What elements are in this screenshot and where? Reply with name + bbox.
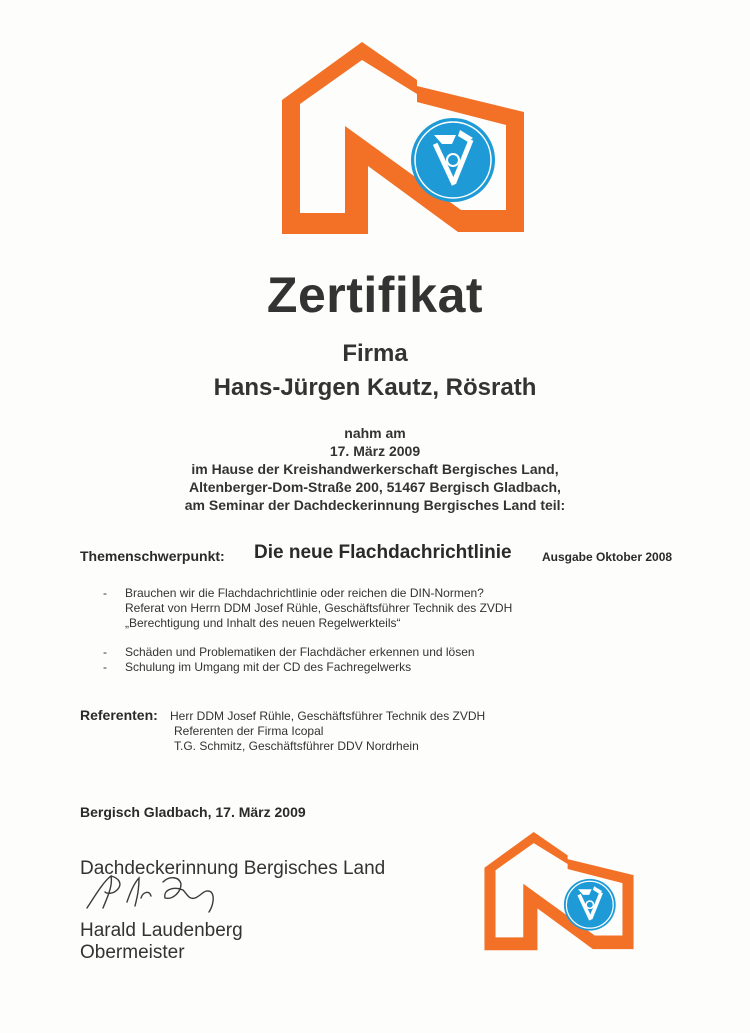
focus-edition: Ausgabe Oktober 2008 <box>542 550 673 564</box>
referent-item: Referenten der Firma Icopal <box>174 724 324 738</box>
roofer-guild-emblem-icon <box>564 879 616 931</box>
intro-line: im Hause der Kreishandwerkerschaft Bergisches Land, <box>191 461 559 477</box>
topic-item <box>103 586 663 631</box>
intro-line: nahm am <box>344 425 406 441</box>
guild-name: Dachdeckerinnung Bergisches Land <box>80 858 386 879</box>
referents-list <box>170 709 485 754</box>
guild-logo-large <box>282 42 524 240</box>
certificate-title: Zertifikat <box>266 267 484 323</box>
topic-line: „Berechtigung und Inhalt des neuen Regelwerkteils“ <box>125 616 401 630</box>
topic-line: Schäden und Problematiken der Flachdächer erkennen und lösen <box>125 645 475 659</box>
list-dash: - <box>103 645 107 659</box>
topic-line: Referat von Herrn DDM Josef Rühle, Geschäftsführer Technik des ZVDH <box>125 601 513 615</box>
intro-address: Altenberger-Dom-Straße 200, 51467 Bergisch Gladbach, <box>189 479 561 495</box>
handwritten-signature <box>83 868 233 916</box>
topic-line: Schulung im Umgang mit der CD des Fachregelwerks <box>125 660 412 674</box>
intro-date: 17. März 2009 <box>329 443 421 459</box>
signer-name: Harald Laudenberg <box>80 920 243 941</box>
list-dash: - <box>103 660 107 674</box>
topic-item <box>103 645 663 660</box>
referent-item: Herr DDM Josef Rühle, Geschäftsführer Technik des ZVDH <box>170 709 486 723</box>
focus-topic: Die neue Flachdachrichtlinie <box>254 542 512 563</box>
referent-item: T.G. Schmitz, Geschäftsführer DDV Nordrhein <box>174 739 419 753</box>
place-and-date: Bergisch Gladbach, 17. März 2009 <box>80 804 306 820</box>
intro-line: am Seminar der Dachdeckerinnung Bergisches Land teil: <box>184 497 566 513</box>
topic-line: Brauchen wir die Flachdachrichtlinie oder reichen die DIN-Normen? <box>125 586 484 600</box>
list-dash: - <box>103 586 107 600</box>
signer-block <box>80 920 243 964</box>
recipient-name: Hans-Jürgen Kautz, Rösrath <box>213 374 537 401</box>
topic-list <box>103 586 663 675</box>
referents-label: Referenten: <box>80 707 158 723</box>
guild-logo-small <box>484 832 634 954</box>
topic-item <box>103 660 663 675</box>
signer-title: Obermeister <box>80 942 185 963</box>
firm-label: Firma <box>342 340 408 367</box>
roofer-guild-emblem-icon <box>411 118 495 202</box>
intro-text <box>0 424 750 514</box>
focus-label: Themenschwerpunkt: <box>80 548 225 564</box>
